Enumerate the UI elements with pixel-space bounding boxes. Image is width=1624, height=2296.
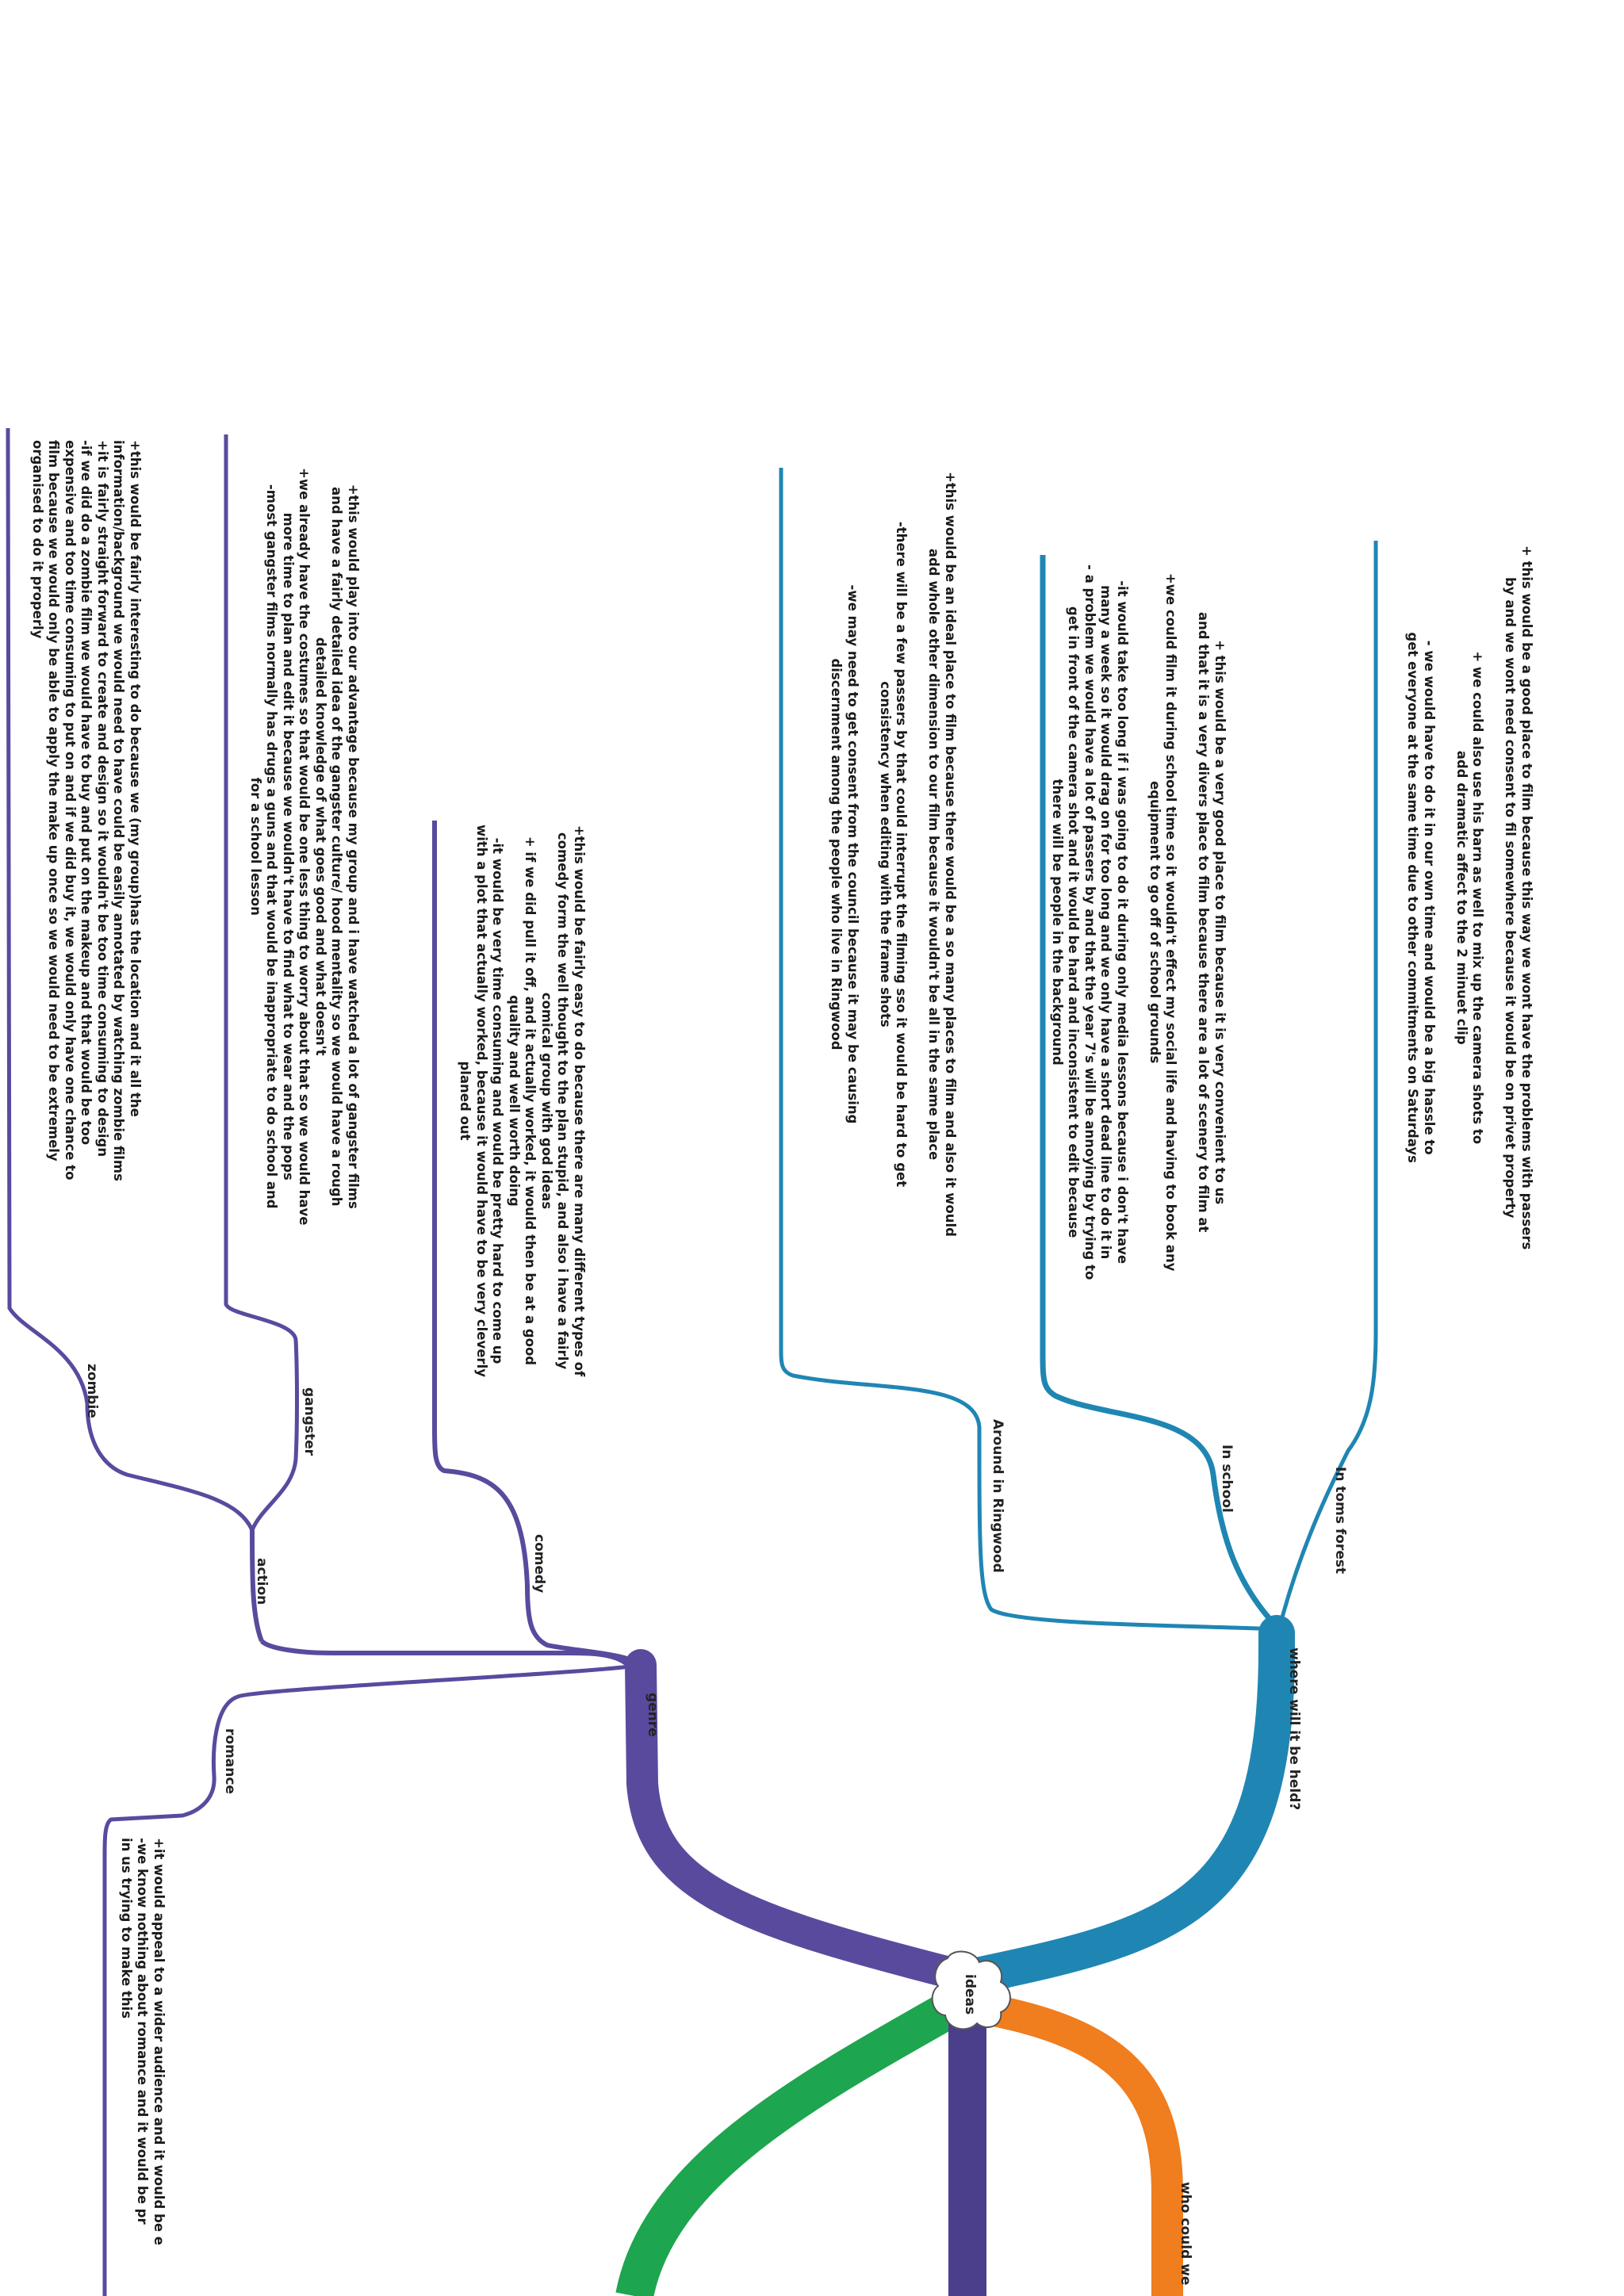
label-zombie[interactable]: zombie: [84, 1364, 100, 1418]
branch-where-will-it-be-held: [966, 1633, 1277, 1978]
label-comedy[interactable]: comedy: [531, 1534, 547, 1594]
branch-where-trunk: [1277, 1629, 1279, 1649]
branch-green: [634, 2006, 956, 2296]
label-action[interactable]: action: [254, 1558, 270, 1605]
label-genre[interactable]: genre: [645, 1693, 661, 1737]
label-around-in-ringwood[interactable]: Around in Ringwood: [990, 1419, 1005, 1573]
notes-zombie: +this would be fairly interesting to do because we (my group)has the location and it all the information/background we would need to have could be easily annotated by watching zombie films +it is fairly straight forward to create and design so it wouldn't be too time consuming to design -if we did do a zombie film we would have to buy and put on the makeup and that would be too expensive and too time consuming to put on and if we did buy it, we would only have one chance to film because we would only be able to apply the make up once so we would need to be extremely organised to do it properly: [30, 440, 143, 1181]
notes-gangster: +this would play into our advantage because my group and i have watched a lot of gangster films and have a fairly detailed idea of the gangster culture/ hood mentality so we would have a rough detailed knowledge of what goes good and what doesn't +we already have the costumes so that would be one less thing to worry about that so we would have more time to plan and edit it because we wouldn't have to find what to wear and the pops -most gangster films normally has drugs a guns and that would be inappropriate to do school and for a school lesson: [248, 468, 361, 1226]
branch-who-could-we: [969, 2006, 1167, 2296]
notes-romance: +it would appeal to a wider audience and it would be e -we know nothing about romance and it would be pr in us trying to make this: [119, 1838, 167, 2245]
branch-genre-trunk: [262, 1641, 641, 1689]
label-who-could-we[interactable]: who could we: [1178, 2182, 1193, 2286]
label-where-will-it-be-held[interactable]: where will it be held?: [1286, 1647, 1302, 1811]
label-in-school[interactable]: In school: [1219, 1445, 1235, 1513]
label-in-toms-forest[interactable]: In toms forest: [1332, 1467, 1348, 1575]
center-node-label[interactable]: ideas: [962, 1974, 978, 2015]
notes-around-in-ringwood: +this would be an ideal place to film because there would be a so many places to film and also it would add whole other dimension to our film because it wouldn't be all in the same place -there will be a few passers by that could interrupt the filming sso it would be hard to get consistency when editing with the frame shots -we may need to get consent from the council because it may be causing discernment among the people who live in Ringwood: [829, 472, 958, 1237]
branch-in-toms-forest: [1279, 541, 1376, 1629]
label-gangster[interactable]: gangster: [301, 1387, 317, 1456]
branch-romance: [105, 1665, 641, 2296]
notes-comedy: +this would be fairly easy to do because there are many different types of comedy form the well thought to the plan stupid, and also i have a fairly comical group with god ideas + if we did pull it off, and it actually worked, it would then be at a good quality and well worth doing -it would be very time consuming and would be pretty hard to come up with a plot that actually worked, because it would have to be very cleverly planed out: [458, 825, 587, 1377]
label-romance[interactable]: romance: [222, 1728, 238, 1794]
notes-in-toms-forest: + this would be a good place to film because this way we wont have the problems with passers by and we wont need consent to fil somewhere because it would be on privet property + we could also use his barn as well to mix up the camera shots to add dramatic affect to the 2 minuet clip - we would have to do it in our own time and would be a big hassle to get everyone at the same time due to other commitments on Saturdays: [1405, 545, 1534, 1250]
branch-genre: [641, 1665, 956, 1974]
notes-in-school: + this would be a very good place to film because it is very convenient to us and that it is a very divers place to film because there are a lot of scenery to film at +we could film it during school time so it wouldn't effect my social life and having to book any equipment to go off of school grounds -it would take too long if i was going to do it during only media lessons because i don't have many a week so it would drag on for too long and we only have a short dead line to do it in - a problem we would have a lot of passers by and that the year 7's will be annoying by trying to get in front of the camera shot and it would be hard and inconsistent to edit because there will be people in the background: [1050, 564, 1228, 1280]
